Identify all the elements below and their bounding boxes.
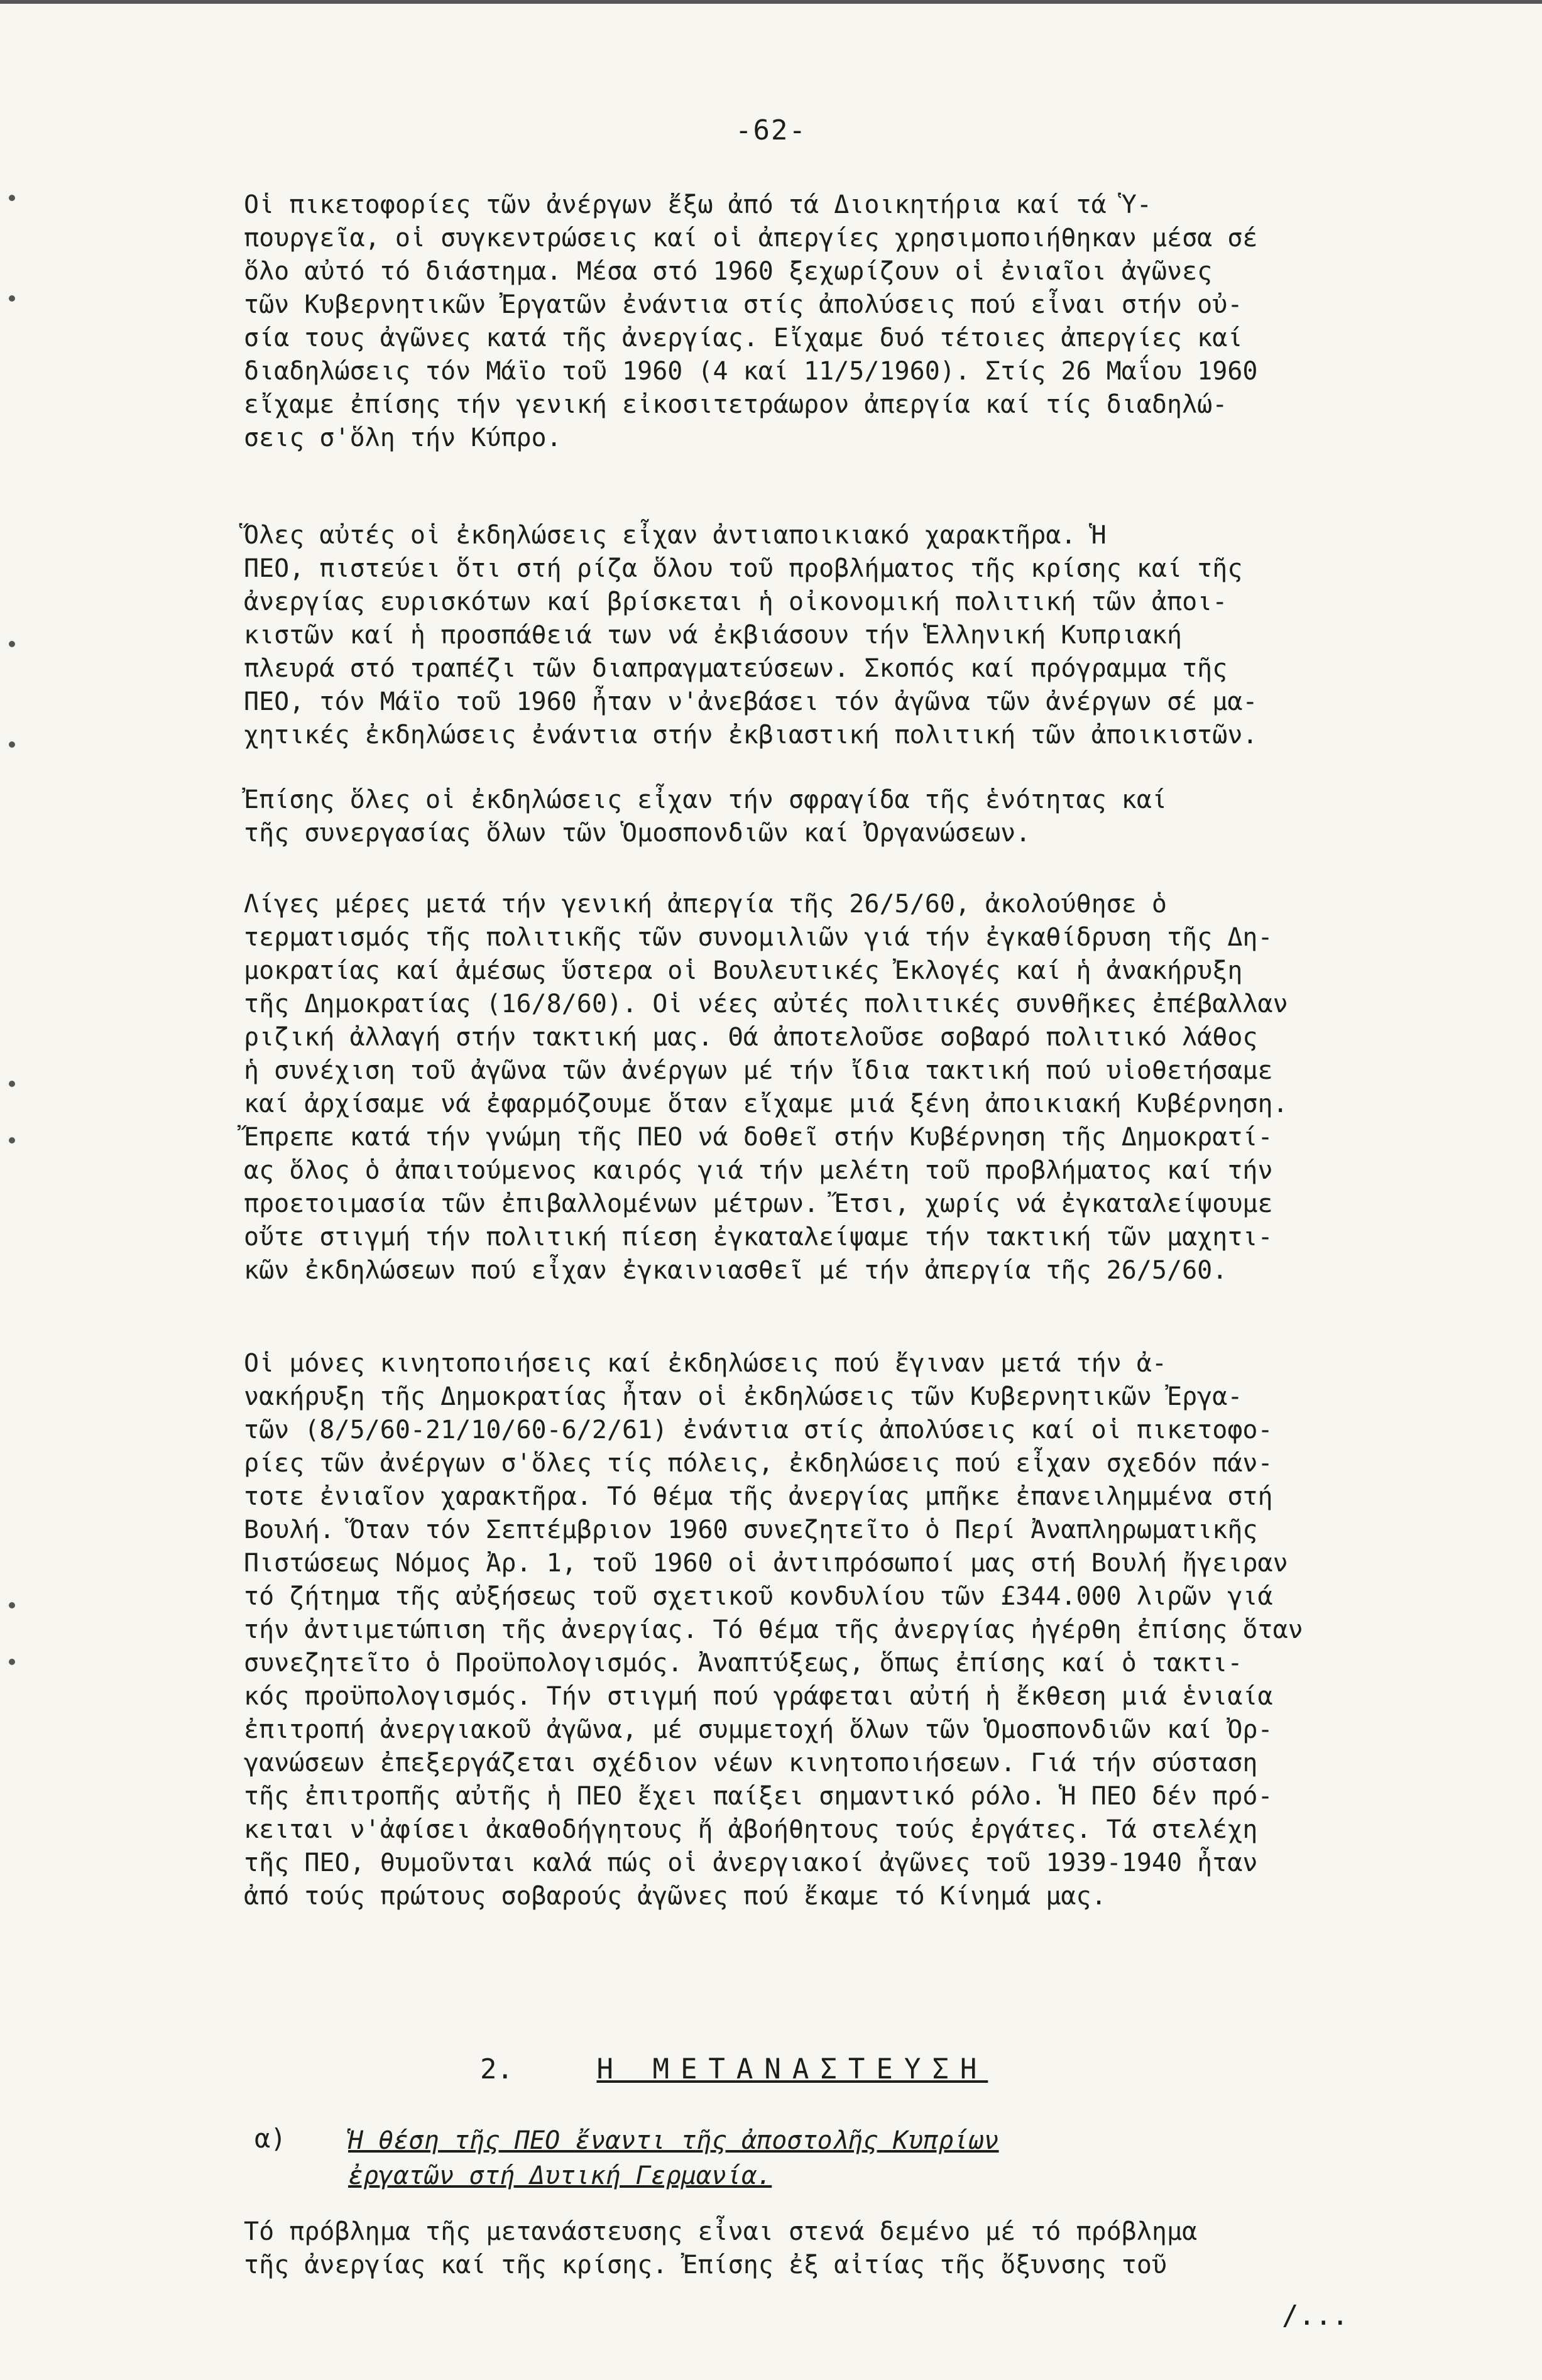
text-line: ὅλο αὐτό τό διάστημα. Μέσα στό 1960 ξεχωρίζουν οἱ ἐνιαῖοι ἀγῶνες — [244, 257, 1213, 286]
text-line: ριζική ἀλλαγή στήν τακτική μας. Θά ἀποτελοῦσε σοβαρό πολιτικό λάθος — [244, 1023, 1258, 1052]
punch-hole-mark — [9, 741, 15, 748]
text-line: Τό πρόβλημα τῆς μετανάστευσης εἶναι στενά δεμένο μέ τό πρόβλημα — [244, 2217, 1198, 2246]
text-line: συνεζητεῖτο ὁ Προϋπολογισμός. Ἀναπτύξεως, ὅπως ἐπίσης καί ὁ τακτι- — [244, 1649, 1243, 1678]
subsection-title-line: Ἡ θέση τῆς ΠΕΟ ἔναντι τῆς ἀποστολῆς Κυπρίων — [348, 2126, 999, 2155]
paragraph-6 — [244, 2215, 1425, 2282]
text-line: πλευρά στό τραπέζι τῶν διαπραγματεύσεων. Σκοπός καί πρόγραμμα τῆς — [244, 654, 1228, 683]
section-heading — [480, 2053, 988, 2085]
text-line: κός προϋπολογισμός. Τήν στιγμή πού γράφεται αὐτή ἡ ἔκθεση μιά ἑνιαία — [244, 1682, 1273, 1711]
punch-hole-mark — [9, 195, 15, 201]
paragraph-2 — [244, 519, 1425, 752]
text-line: ἐπιτροπή ἀνεργιακοῦ ἀγῶνα, μέ συμμετοχή ὅλων τῶν Ὁμοσπονδιῶν καί Ὀρ- — [244, 1715, 1273, 1744]
scan-edge — [0, 0, 1542, 4]
text-line: ΠΕΟ, πιστεύει ὅτι στή ρίζα ὅλου τοῦ προβλήματος τῆς κρίσης καί τῆς — [244, 554, 1243, 583]
text-line: ρίες τῶν ἀνέργων σ'ὅλες τίς πόλεις, ἐκδηλώσεις πού εἶχαν σχεδόν πάν- — [244, 1449, 1273, 1478]
punch-hole-mark — [9, 641, 15, 647]
text-line: τήν ἀντιμετώπιση τῆς ἀνεργίας. Τό θέμα τῆς ἀνεργίας ἠγέρθη ἐπίσης ὅταν — [244, 1615, 1303, 1644]
text-line: κειται ν'ἀφίσει ἀκαθοδήγητους ἤ ἀβοήθητους τούς ἐργάτες. Τά στελέχη — [244, 1815, 1258, 1844]
punch-hole-mark — [9, 295, 15, 302]
text-line: Ὅλες αὐτές οἱ ἐκδηλώσεις εἶχαν ἀντιαποικιακό χαρακτῆρα. Ἡ — [244, 521, 1107, 550]
text-line: νακήρυξη τῆς Δημοκρατίας ἦταν οἱ ἐκδηλώσεις τῶν Κυβερνητικῶν Ἐργα- — [244, 1382, 1243, 1411]
text-line: τερματισμός τῆς πολιτικῆς τῶν συνομιλιῶν γιά τήν ἐγκαθίδρυση τῆς Δη- — [244, 923, 1273, 952]
text-line: ας ὅλος ὁ ἀπαιτούμενος καιρός γιά τήν μελέτη τοῦ προβλήματος καί τήν — [244, 1156, 1273, 1185]
text-line: Λίγες μέρες μετά τήν γενική ἀπεργία τῆς 26/5/60, ἀκολούθησε ὁ — [244, 890, 1167, 919]
text-line: πουργεῖα, οἱ συγκεντρώσεις καί οἱ ἀπεργίες χρησιμοποιήθηκαν μέσα σέ — [244, 224, 1258, 253]
punch-hole-mark — [9, 1137, 15, 1144]
text-line: ἀπό τούς πρώτους σοβαρούς ἀγῶνες πού ἔκαμε τό Κίνημά μας. — [244, 1882, 1107, 1911]
paragraph-1 — [244, 188, 1425, 455]
text-line: σία τους ἀγῶνες κατά τῆς ἀνεργίας. Εἴχαμε δυό τέτοιες ἀπεργίες καί — [244, 324, 1243, 352]
text-line: καί ἀρχίσαμε νά ἐφαρμόζουμε ὅταν εἴχαμε μιά ξένη ἀποικιακή Κυβέρνηση. — [244, 1089, 1288, 1118]
text-line: ἀνεργίας ευρισκότων καί βρίσκεται ἡ οἰκονομική πολιτική τῶν ἀποι- — [244, 587, 1228, 616]
page-number: -62- — [735, 114, 807, 146]
paragraph-5 — [244, 1347, 1425, 1913]
text-line: εἴχαμε ἐπίσης τήν γενική εἰκοσιτετράωρον ἀπεργία καί τίς διαδηλώ- — [244, 390, 1228, 419]
text-line: χητικές ἐκδηλώσεις ἐνάντια στήν ἐκβιαστική πολιτική τῶν ἀποικιστῶν. — [244, 721, 1258, 750]
text-line: τῆς Δημοκρατίας (16/8/60). Οἱ νέες αὐτές πολιτικές συνθῆκες ἐπέβαλλαν — [244, 990, 1288, 1018]
text-line: γανώσεων ἐπεξεργάζεται σχέδιον νέων κινητοποιήσεων. Γιά τήν σύσταση — [244, 1749, 1258, 1777]
text-line: Βουλή. Ὅταν τόν Σεπτέμβριον 1960 συνεζητεῖτο ὁ Περί Ἀναπληρωματικῆς — [244, 1515, 1258, 1544]
text-line: μοκρατίας καί ἀμέσως ὕστερα οἱ Βουλευτικές Ἐκλογές καί ἡ ἀνακήρυξη — [244, 956, 1243, 985]
text-line: κῶν ἐκδηλώσεων πού εἶχαν ἐγκαινιασθεῖ μέ τήν ἀπεργία τῆς 26/5/60. — [244, 1256, 1228, 1285]
text-line: διαδηλώσεις τόν Μάϊο τοῦ 1960 (4 καί 11/5/1960). Στίς 26 Μαΐου 1960 — [244, 357, 1258, 386]
text-line: Οἱ πικετοφορίες τῶν ἀνέργων ἔξω ἀπό τά Διοικητήρια καί τά Ὑ- — [244, 190, 1152, 219]
subsection-title-line: ἐργατῶν στή Δυτική Γερμανία. — [348, 2161, 772, 2190]
text-line: Πιστώσεως Νόμος Ἀρ. 1, τοῦ 1960 οἱ ἀντιπρόσωποί μας στή Βουλή ἤγειραν — [244, 1549, 1288, 1578]
text-line: σεις σ'ὅλη τήν Κύπρο. — [244, 423, 562, 452]
text-line: Οἱ μόνες κινητοποιήσεις καί ἐκδηλώσεις πού ἔγιναν μετά τήν ἀ- — [244, 1349, 1167, 1378]
subsection-label: α) — [254, 2123, 287, 2154]
paragraph-4 — [244, 888, 1425, 1287]
text-line: τῶν Κυβερνητικῶν Ἐργατῶν ἐνάντια στίς ἀπολύσεις πού εἶναι στήν οὐ- — [244, 290, 1243, 319]
text-line: κιστῶν καί ἡ προσπάθειά των νά ἐκβιάσουν τήν Ἑλληνική Κυπριακή — [244, 621, 1183, 650]
paragraph-3 — [244, 783, 1425, 850]
text-line: οὔτε στιγμή τήν πολιτική πίεση ἐγκαταλείψαμε τήν τακτική τῶν μαχητι- — [244, 1223, 1273, 1252]
punch-hole-mark — [9, 1602, 15, 1608]
text-line: τό ζήτημα τῆς αὐξήσεως τοῦ σχετικοῦ κονδυλίου τῶν £344.000 λιρῶν γιά — [244, 1582, 1273, 1611]
text-line: ΠΕΟ, τόν Μάϊο τοῦ 1960 ἦταν ν'ἀνεβάσει τόν ἀγῶνα τῶν ἀνέργων σέ μα- — [244, 687, 1258, 716]
punch-hole-mark — [9, 1659, 15, 1665]
text-line: προετοιμασία τῶν ἐπιβαλλομένων μέτρων. Ἔτσι, χωρίς νά ἐγκαταλείψουμε — [244, 1189, 1273, 1218]
text-line: τοτε ἐνιαῖον χαρακτῆρα. Τό θέμα τῆς ἀνεργίας μπῆκε ἐπανειλημμένα στή — [244, 1482, 1273, 1511]
punch-hole-mark — [9, 1081, 15, 1087]
section-title: Η ΜΕΤΑΝΑΣΤΕΥΣΗ — [596, 2053, 988, 2085]
text-line: τῶν (8/5/60-21/10/60-6/2/61) ἐνάντια στίς ἀπολύσεις καί οἱ πικετοφο- — [244, 1416, 1273, 1444]
text-line: τῆς ἀνεργίας καί τῆς κρίσης. Ἐπίσης ἐξ αἰτίας τῆς ὄξυνσης τοῦ — [244, 2251, 1167, 2279]
text-line: τῆς ἐπιτροπῆς αὐτῆς ἡ ΠΕΟ ἔχει παίξει σημαντικό ρόλο. Ἡ ΠΕΟ δέν πρό- — [244, 1782, 1273, 1811]
text-line: τῆς ΠΕΟ, θυμοῦνται καλά πώς οἱ ἀνεργιακοί ἀγῶνες τοῦ 1939-1940 ἦταν — [244, 1848, 1258, 1877]
subsection-title — [348, 2123, 999, 2193]
text-line: τῆς συνεργασίας ὅλων τῶν Ὁμοσπονδιῶν καί Ὀργανώσεων. — [244, 819, 1031, 848]
text-line: ἡ συνέχιση τοῦ ἀγῶνα τῶν ἀνέργων μέ τήν ἴδια τακτική πού υἱοθετήσαμε — [244, 1056, 1273, 1085]
continuation-mark: /... — [1282, 2300, 1348, 2332]
text-line: Ἔπρεπε κατά τήν γνώμη τῆς ΠΕΟ νά δοθεῖ στήν Κυβέρνηση τῆς Δημοκρατί- — [244, 1123, 1273, 1152]
text-line: Ἐπίσης ὅλες οἱ ἐκδηλώσεις εἶχαν τήν σφραγίδα τῆς ἑνότητας καί — [244, 785, 1167, 814]
section-number: 2. — [480, 2053, 513, 2085]
